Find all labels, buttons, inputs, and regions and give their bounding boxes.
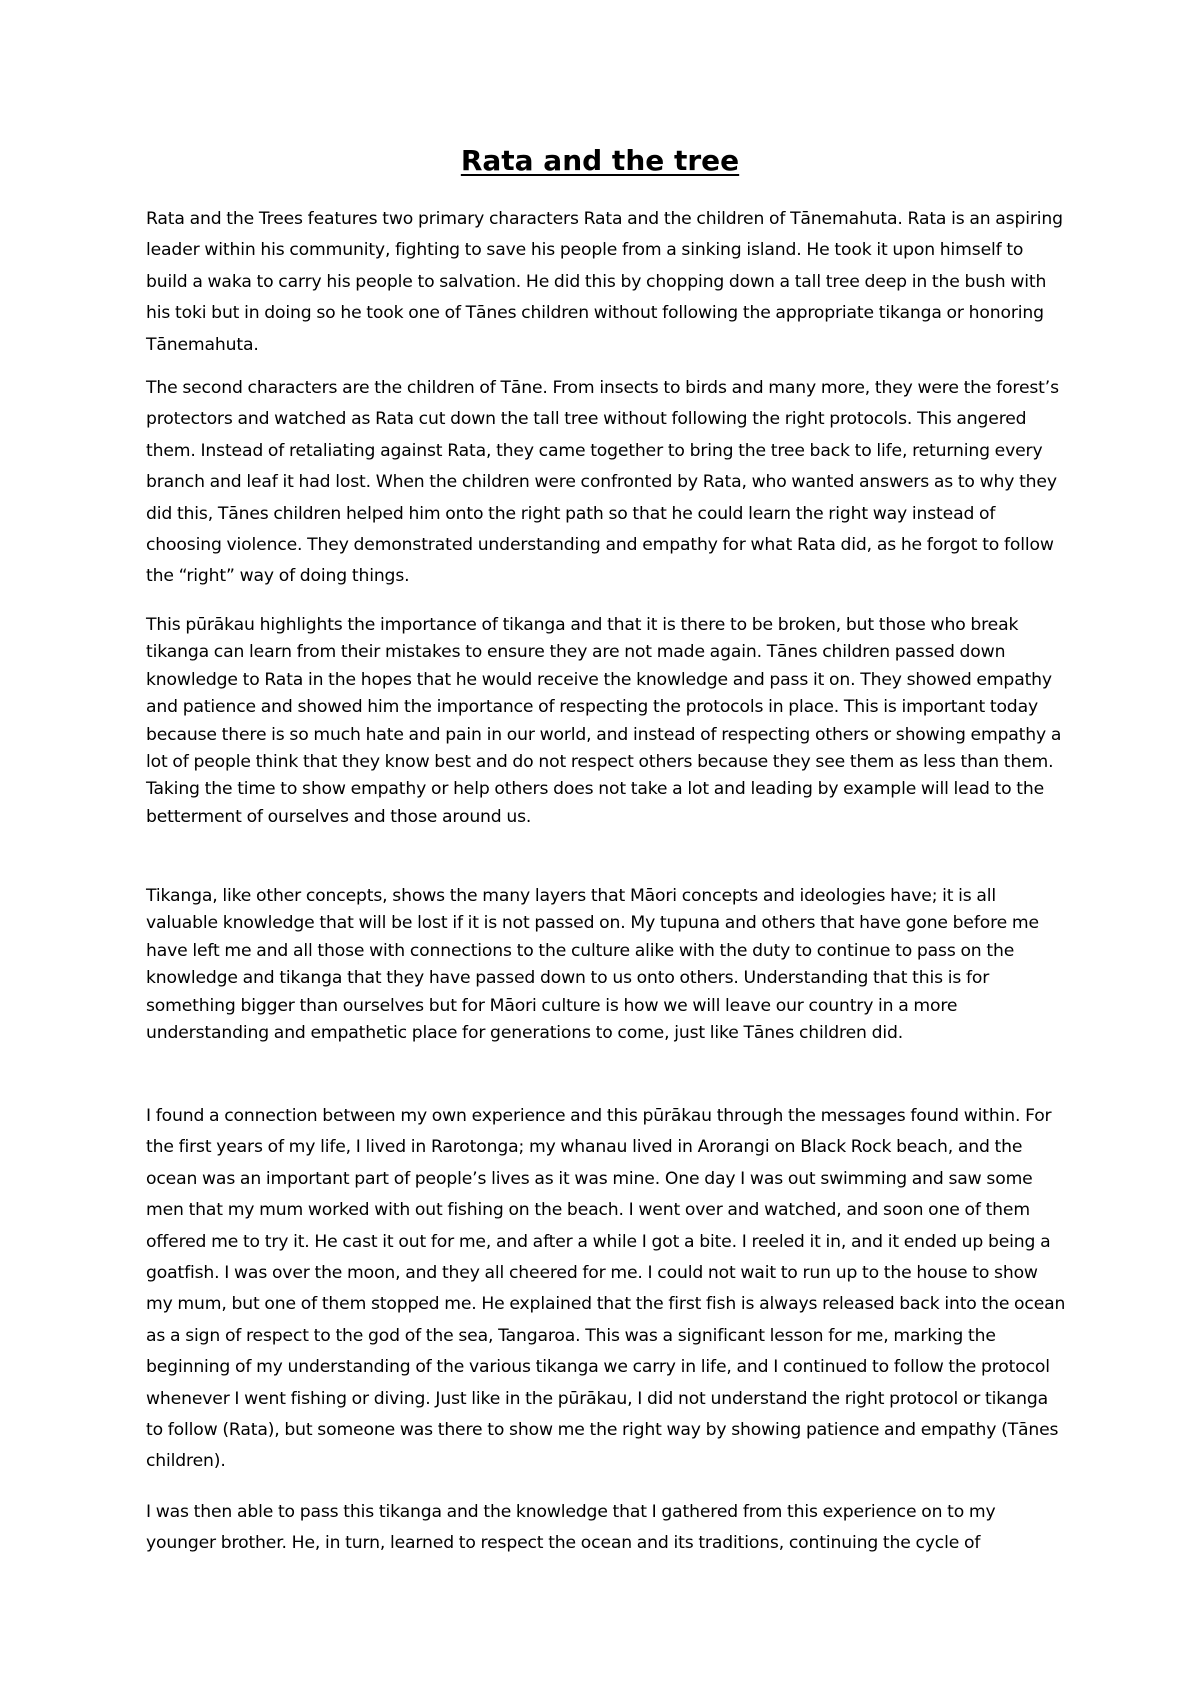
paragraph-passing-on-tikanga: I was then able to pass this tikanga and the knowledge that I gathered from this experience on to my younger brother. He, in turn, learned to respect the ocean and its traditions, continuing the cycle of	[146, 1502, 996, 1554]
paragraph-rata-introduction: Rata and the Trees features two primary characters Rata and the children of Tānemahuta. Rata is an aspiring leader within his community, fighting to save his people from a sinking island. He took it upon himself to build a waka to carry his people to salvation. He did this by chopping down a tall tree deep in the bush with his toki but in doing so he took one of Tānes children without following the appropriate tikanga or honoring Tānemahuta.	[146, 209, 1063, 355]
paragraph-purakau-importance: This pūrākau highlights the importance of tikanga and that it is there to be broken, but those who break tikanga can learn from their mistakes to ensure they are not made again. Tānes children passed down knowledge to Rata in the hopes that he would receive the knowledge and pass it on. They showed empathy and patience and showed him the importance of respecting the protocols in place. This is important today because there is so much hate and pain in our world, and instead of respecting others or showing empathy a lot of people think that they know best and do not respect others because they see them as less than them. Taking the time to show empathy or help others does not take a lot and leading by example will lead to the betterment of ourselves and those around us.	[146, 615, 1062, 827]
paragraph-children-of-tane: The second characters are the children of Tāne. From insects to birds and many more, they were the forest’s protectors and watched as Rata cut down the tall tree without following the right protocols. This angered them. Instead of retaliating against Rata, they came together to bring the tree back to life, returning every branch and leaf it had lost. When the children were confronted by Rata, who wanted answers as to why they did this, Tānes children helped him onto the right path so that he could learn the right way instead of choosing violence. They demonstrated understanding and empathy for what Rata did, as he forgot to follow the “right” way of doing things.	[146, 378, 1059, 587]
page-title: Rata and the tree	[460, 144, 740, 177]
paragraph-tikanga-layers: Tikanga, like other concepts, shows the many layers that Māori concepts and ideologies have; it is all valuable knowledge that will be lost if it is not passed on. My tupuna and others that have gone before me have left me and all those with connections to the culture alike with the duty to continue to pass on the knowledge and tikanga that they have passed down to us onto others. Understanding that this is for something bigger than ourselves but for Māori culture is how we will leave our country in a more understanding and empathetic place for generations to come, just like Tānes children did.	[146, 886, 1039, 1044]
paragraph-personal-connection: I found a connection between my own experience and this pūrākau through the messages found within. For the first years of my life, I lived in Rarotonga; my whanau lived in Arorangi on Black Rock beach, and the ocean was an important part of people’s lives as it was mine. One day I was out swimming and saw some men that my mum worked with out fishing on the beach. I went over and watched, and soon one of them offered me to try it. He cast it out for me, and after a while I got a bite. I reeled it in, and it ended up being a goatfish. I was over the moon, and they all cheered for me. I could not wait to run up to the house to show my mum, but one of them stopped me. He explained that the first fish is always released back into the ocean as a sign of respect to the god of the sea, Tangaroa. This was a significant lesson for me, marking the beginning of my understanding of the various tikanga we carry in life, and I continued to follow the protocol whenever I went fishing or diving. Just like in the pūrākau, I did not understand the right protocol or tikanga to follow (Rata), but someone was there to show me the right way by showing patience and empathy (Tānes children).	[146, 1106, 1066, 1472]
